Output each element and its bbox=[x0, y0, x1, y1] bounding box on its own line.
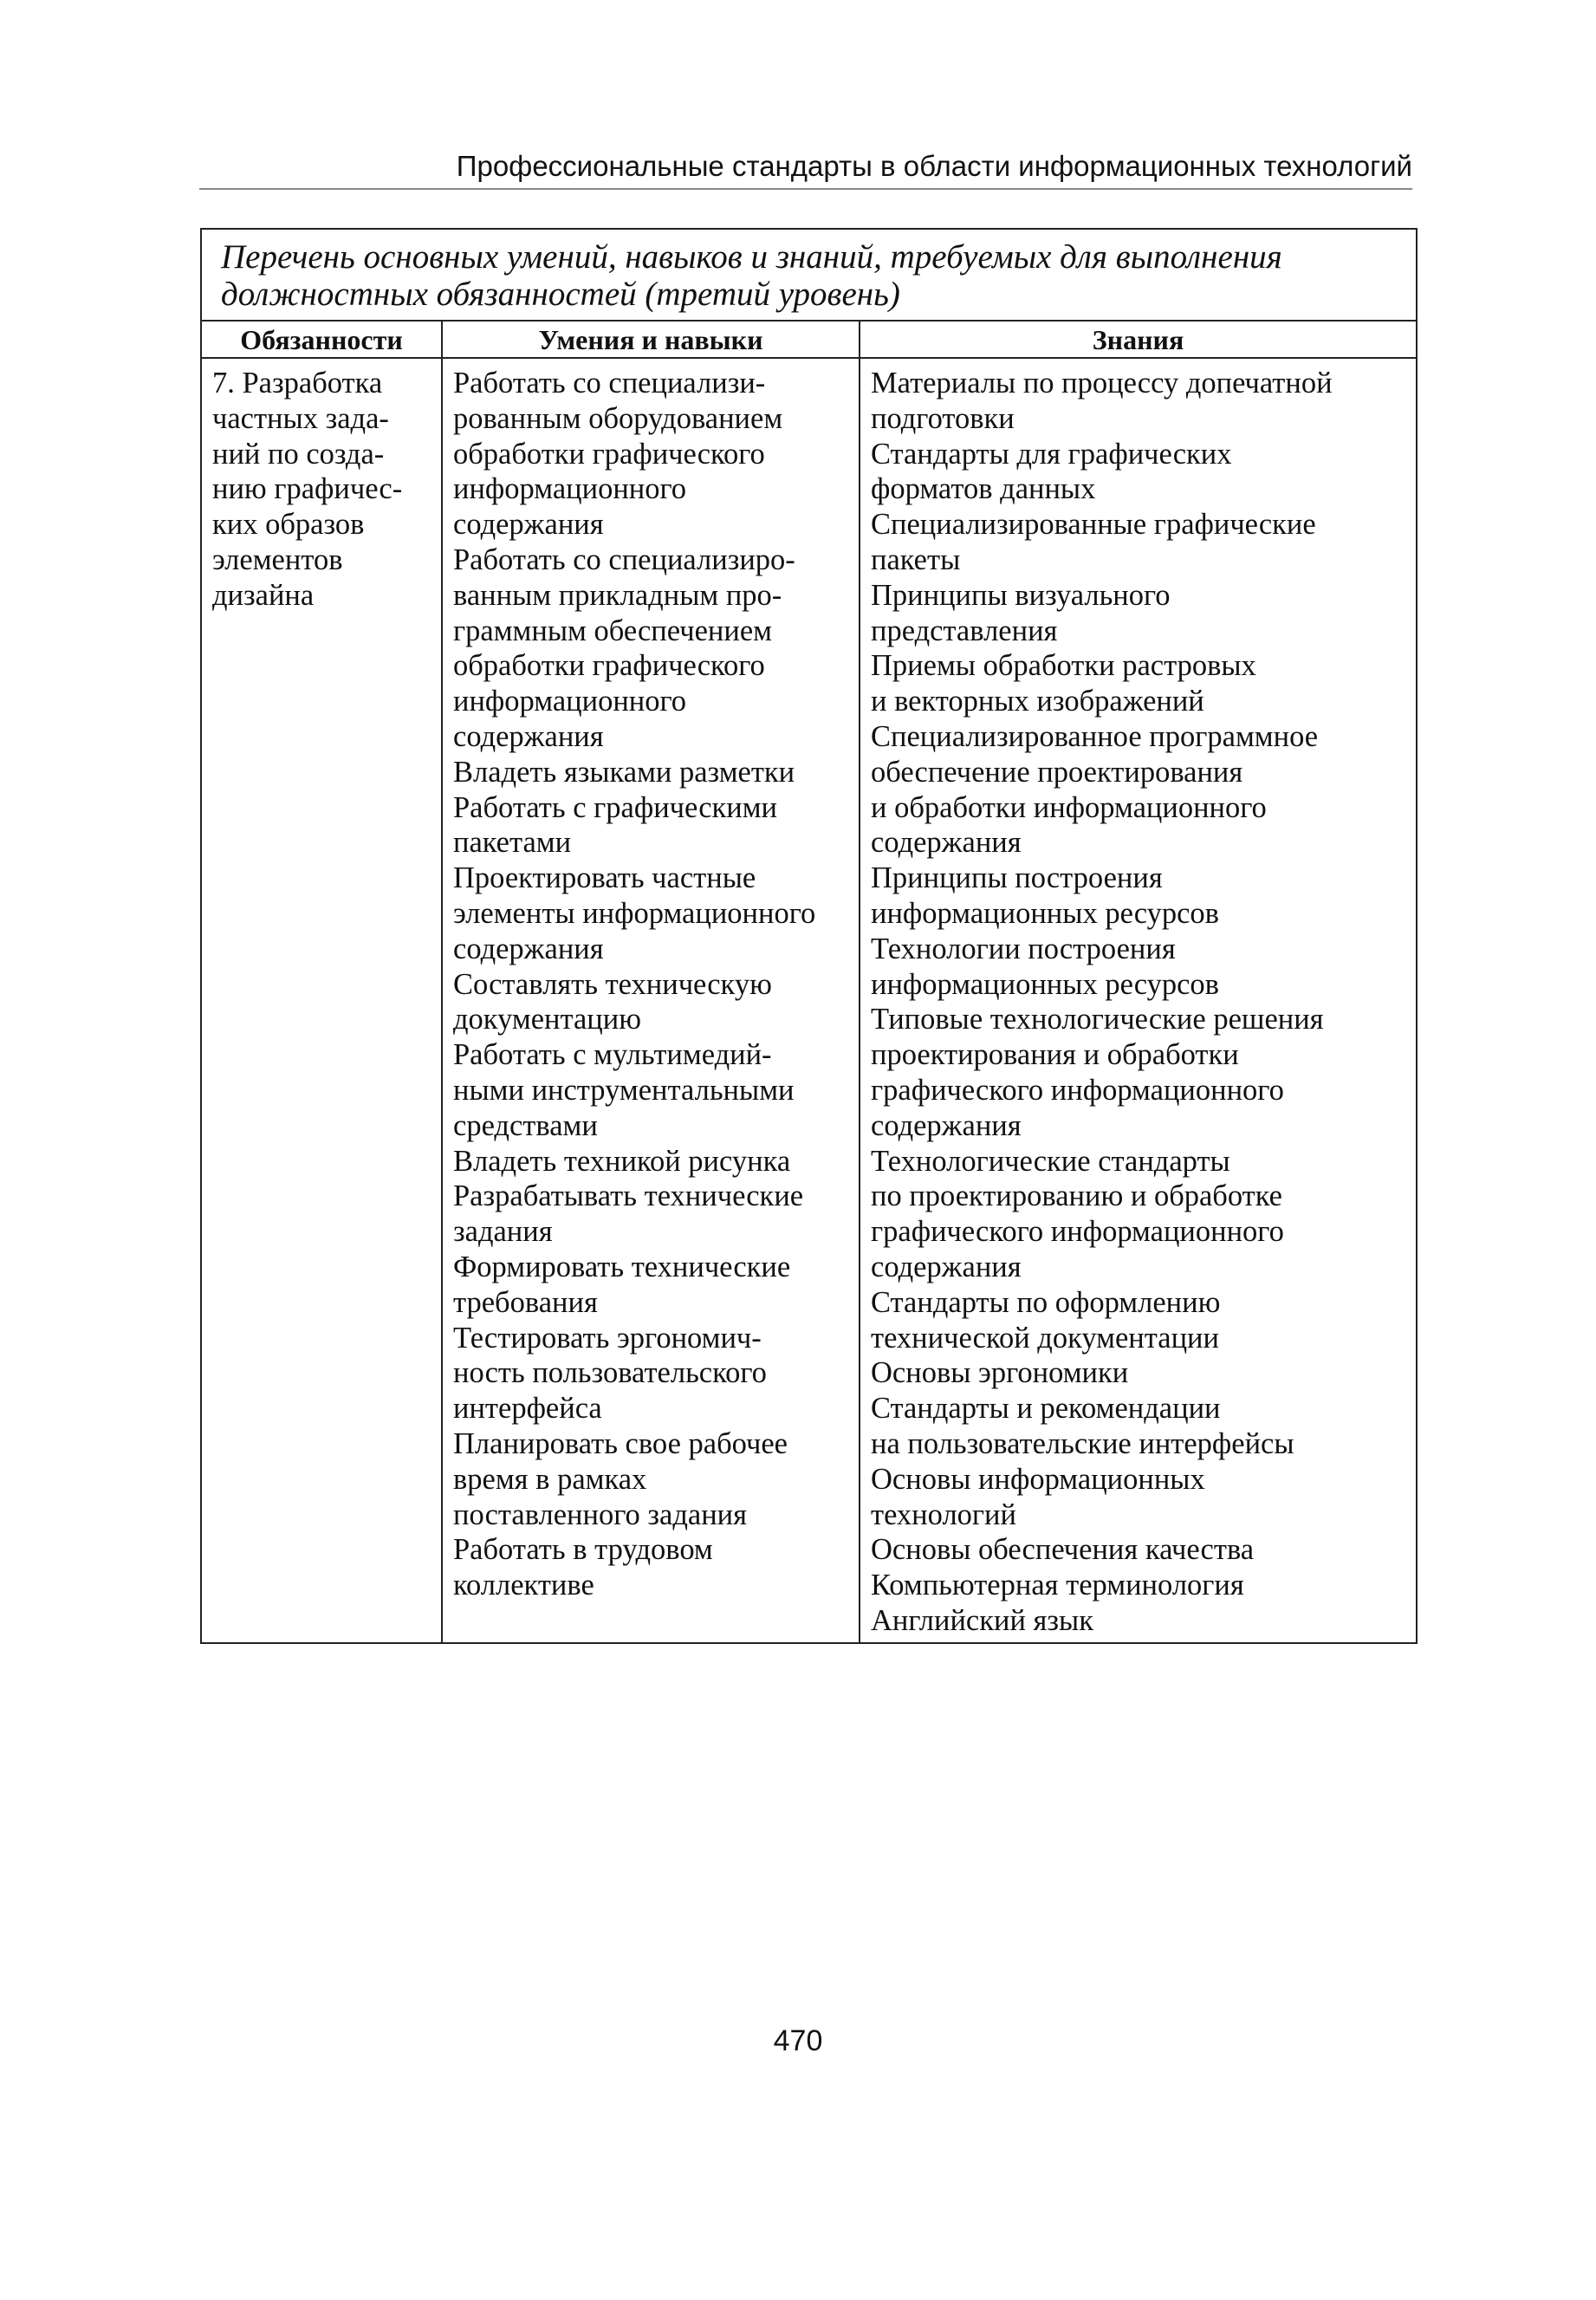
cell-line: пакетами bbox=[453, 826, 572, 860]
column-header-skills: Умения и навыки bbox=[442, 321, 860, 358]
cell-line: Стандарты и рекомендации bbox=[871, 1392, 1221, 1426]
cell-line: содержания bbox=[871, 1250, 1022, 1283]
cell-line: задания bbox=[453, 1215, 553, 1249]
cell-line: на пользовательские интерфейсы bbox=[871, 1426, 1294, 1460]
cell-line: содержания bbox=[453, 719, 604, 753]
cell-line: 7. Разработка bbox=[212, 367, 383, 400]
cell-line: Материалы по процессу допечатной bbox=[871, 367, 1333, 400]
cell-line: и обработки информационного bbox=[871, 790, 1267, 824]
cell-line: содержания bbox=[871, 1108, 1022, 1142]
cell-line: содержания bbox=[453, 508, 604, 542]
cell-line: частных зада- bbox=[212, 401, 389, 435]
cell-line: ными инструментальными bbox=[453, 1073, 795, 1107]
cell-line: графического информационного bbox=[871, 1073, 1284, 1107]
cell-line: Проектировать частные bbox=[453, 861, 756, 895]
cell-line: интерфейса bbox=[453, 1392, 602, 1426]
cell-line: Работать с графическими bbox=[453, 790, 778, 824]
cell-line: Планировать свое рабочее bbox=[453, 1426, 788, 1460]
cell-line: Тестировать эргономич- bbox=[453, 1321, 762, 1355]
cell-line: Стандарты для графических bbox=[871, 437, 1232, 471]
cell-line: Стандарты по оформлению bbox=[871, 1285, 1221, 1319]
cell-line: элементов bbox=[212, 543, 343, 576]
cell-line: рованным оборудованием bbox=[453, 401, 783, 435]
cell-line: Технологии построения bbox=[871, 932, 1176, 965]
cell-line: содержания bbox=[871, 826, 1022, 860]
cell-line: Работать с мультимедий- bbox=[453, 1038, 772, 1072]
cell-line: средствами bbox=[453, 1108, 598, 1142]
cell-line: по проектированию и обработке bbox=[871, 1179, 1282, 1213]
cell-line: ванным прикладным про- bbox=[453, 578, 782, 612]
cell-line: Специализированные графические bbox=[871, 508, 1316, 542]
cell-line: поставленного задания bbox=[453, 1498, 748, 1531]
table-header-row bbox=[201, 321, 1417, 358]
cell-line: коллективе bbox=[453, 1569, 594, 1602]
table-row bbox=[201, 358, 1417, 1643]
cell-line: Типовые технологические решения bbox=[871, 1003, 1324, 1036]
cell-line: дизайна bbox=[212, 578, 315, 612]
cell-line: ность пользовательского bbox=[453, 1356, 767, 1390]
cell-line: Технологические стандарты bbox=[871, 1144, 1230, 1178]
cell-line: обработки графического bbox=[453, 649, 765, 683]
page-number: 470 bbox=[773, 2024, 823, 2057]
table-caption-row bbox=[201, 229, 1417, 321]
table-caption-line: Перечень основных умений, навыков и знаний, требуемых для выполнения bbox=[221, 238, 1282, 276]
cell-line: содержания bbox=[453, 932, 604, 965]
cell-line: Принципы построения bbox=[871, 861, 1163, 895]
cell-line: и векторных изображений bbox=[871, 685, 1204, 718]
cell-line: обеспечение проектирования bbox=[871, 755, 1243, 789]
cell-line: пакеты bbox=[871, 543, 961, 576]
cell-line: обработки графического bbox=[453, 437, 765, 471]
cell-line: представления bbox=[871, 614, 1058, 647]
cell-line: граммным обеспечением bbox=[453, 614, 772, 647]
skills-cell bbox=[442, 358, 860, 1643]
cell-line: технической документации bbox=[871, 1321, 1219, 1355]
cell-line: Владеть техникой рисунка bbox=[453, 1144, 791, 1178]
cell-line: Основы информационных bbox=[871, 1462, 1205, 1496]
column-header-knowledge: Знания bbox=[860, 321, 1417, 358]
cell-line: время в рамках bbox=[453, 1462, 647, 1496]
column-header-duties: Обязанности bbox=[201, 321, 442, 358]
cell-line: Основы эргономики bbox=[871, 1356, 1129, 1390]
knowledge-cell bbox=[860, 358, 1417, 1643]
cell-line: Работать со специализи- bbox=[453, 367, 766, 400]
cell-line: технологий bbox=[871, 1498, 1016, 1531]
cell-line: Приемы обработки растровых bbox=[871, 649, 1256, 683]
table-caption-line: должностных обязанностей (третий уровень) bbox=[221, 276, 900, 313]
cell-line: форматов данных bbox=[871, 472, 1096, 506]
cell-line: проектирования и обработки bbox=[871, 1038, 1239, 1072]
cell-line: Разрабатывать технические bbox=[453, 1179, 804, 1213]
table-caption bbox=[201, 229, 1417, 321]
cell-line: нию графичес- bbox=[212, 472, 403, 506]
cell-line: Составлять техническую bbox=[453, 967, 772, 1001]
cell-line: подготовки bbox=[871, 401, 1015, 435]
cell-line: графического информационного bbox=[871, 1215, 1284, 1249]
cell-line: Владеть языками разметки bbox=[453, 755, 795, 789]
cell-line: Работать в трудовом bbox=[453, 1533, 713, 1567]
cell-line: Основы обеспечения качества bbox=[871, 1533, 1255, 1567]
cell-line: Специализированное программное bbox=[871, 719, 1319, 753]
cell-line: Английский язык bbox=[871, 1603, 1093, 1637]
cell-line: информационного bbox=[453, 685, 687, 718]
cell-line: Формировать технические bbox=[453, 1250, 791, 1283]
duties-cell bbox=[201, 358, 442, 1643]
cell-line: информационного bbox=[453, 472, 687, 506]
cell-line: документацию bbox=[453, 1003, 641, 1036]
cell-line: информационных ресурсов bbox=[871, 896, 1219, 930]
cell-line: Компьютерная терминология bbox=[871, 1569, 1244, 1602]
header-rule bbox=[199, 188, 1412, 190]
cell-line: требования bbox=[453, 1285, 598, 1319]
competency-table bbox=[200, 228, 1418, 1644]
cell-line: ких образов bbox=[212, 508, 365, 542]
running-header: Профессиональные стандарты в области информационных технологий bbox=[456, 150, 1412, 182]
cell-line: информационных ресурсов bbox=[871, 967, 1219, 1001]
cell-line: ний по созда- bbox=[212, 437, 385, 471]
cell-line: Принципы визуального bbox=[871, 578, 1171, 612]
cell-line: элементы информационного bbox=[453, 896, 816, 930]
cell-line: Работать со специализиро- bbox=[453, 543, 795, 576]
